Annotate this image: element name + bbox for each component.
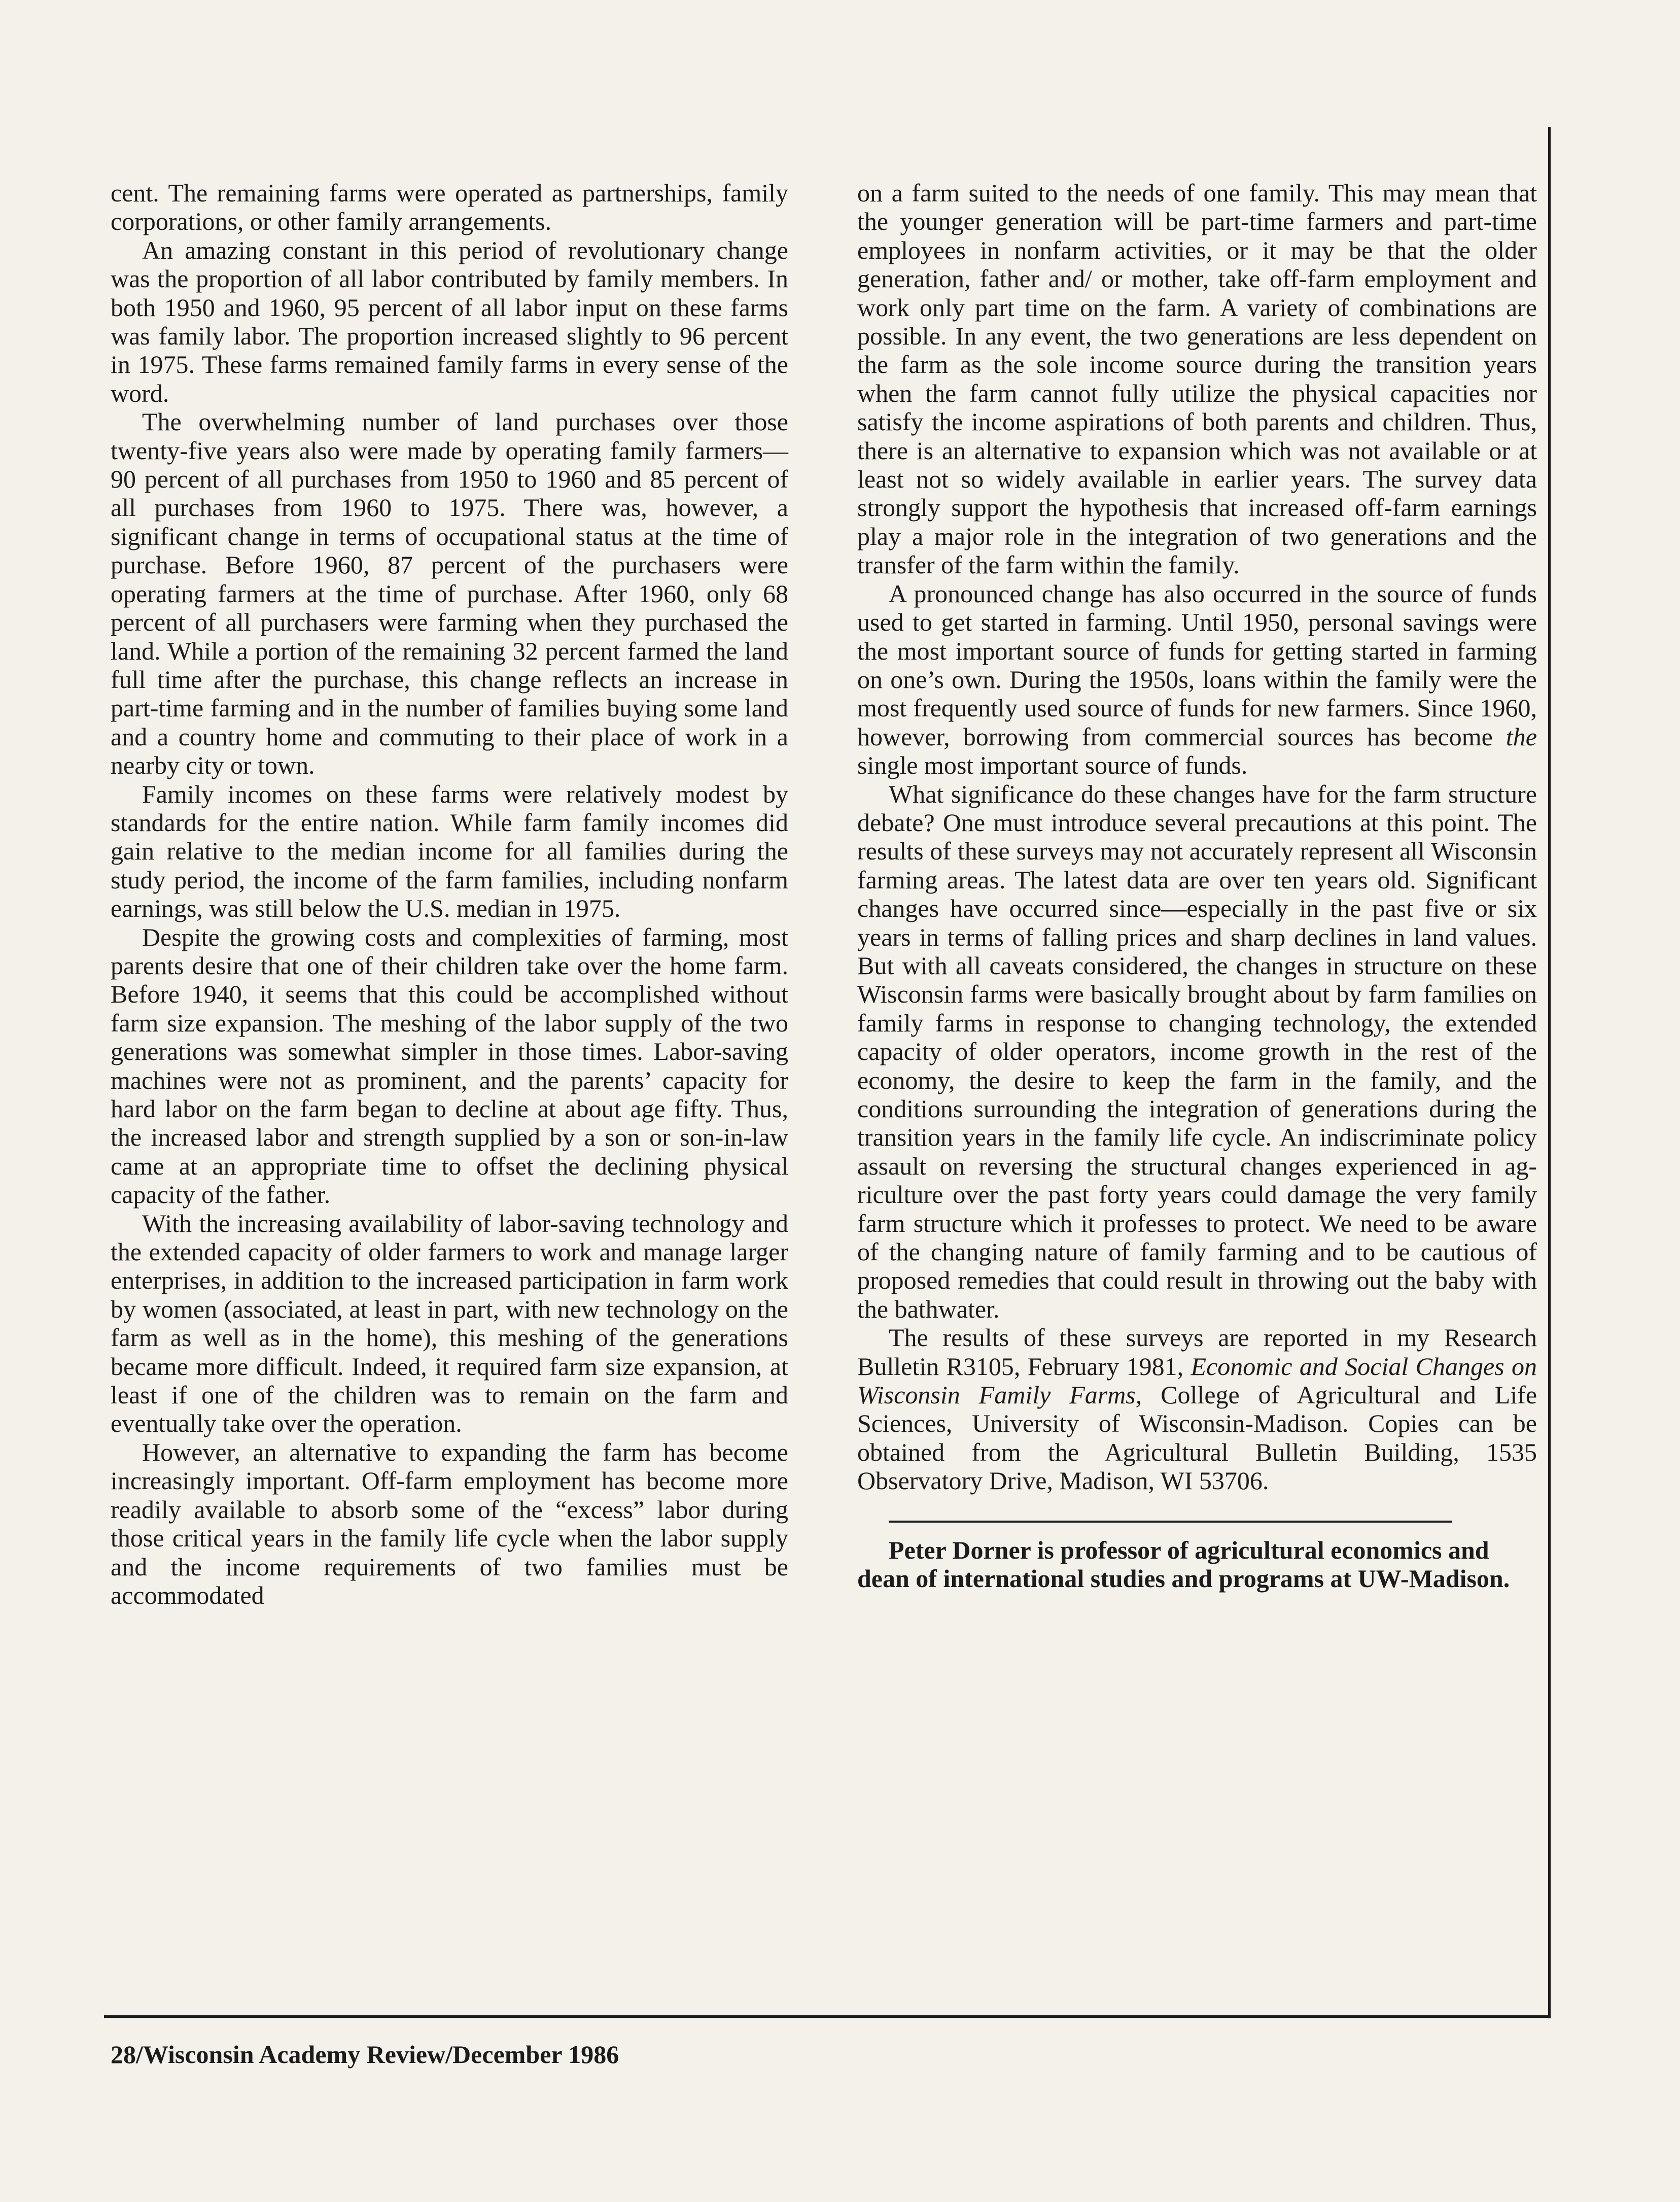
author-rule <box>889 1521 1452 1523</box>
paragraph: An amazing constant in this period of revolutionary change was the proportion of all labor contributed by family members. In both 1950 and 1960, 95 percent of all labor input on these farms was family labor. The proportion increased slightly to 96 percent in 1975. These farms remained family farms in every sense of the word. <box>111 235 788 407</box>
paragraph <box>857 579 1537 780</box>
paragraph: Family incomes on these farms were relatively modest by standards for the entire nation. While farm family incomes did gain relative to the median income for all families during the study period, the income of the farm families, including nonfarm earnings, was still below the U.S. median in 1975. <box>111 779 788 923</box>
paragraph: Despite the growing costs and complexities of farming, most parents desire that one of their children take over the home farm. Before 1940, it seems that this could be accomplished without farm size expansion. The meshing of the labor supply of the two generations was somewhat simpler in those times. Labor-saving machines were not as prominent, and the parents’ capacity for hard labor on the farm began to decline at about age fifty. Thus, the increased labor and strength supplied by a son or son-in-law came at an appropriate time to offset the declining physical capacity of the father. <box>111 922 788 1209</box>
page-folio: 28/Wisconsin Academy Review/December 1986 <box>111 2040 619 2069</box>
paragraph-text: single most important source of funds. <box>857 751 1248 780</box>
paragraph: With the increasing availability of labor-saving technology and the extended capacity of older farmers to work and manage larger enterprises, in addition to the increased participation in farm work by women (associated, at least in part, with new technology on the farm as well as in the home), this meshing of the generations became more difficult. Indeed, it required farm size expansion, at least if one of the children was to remain on the farm and eventually take over the operation. <box>111 1209 788 1438</box>
text-column-right <box>857 179 1537 1593</box>
paragraph: However, an alternative to expanding the farm has become increasingly important. Off-farm employment has become more readily available to absorb some of the “excess” labor during those critical years in the family life cycle when the labor supply and the income requirements of two families must be accommodated <box>111 1437 788 1609</box>
paragraph: What significance do these changes have for the farm structure debate? One must introduce several precautions at this point. The results of these surveys may not accurately represent all Wisconsin farming areas. The latest data are over ten years old. Significant changes have occurred since—especially in the past five or six years in terms of falling prices and sharp declines in land values. But with all caveats considered, the changes in structure on these Wisconsin farms were basically brought about by farm families on family farms in response to changing technology, the extended capacity of older operators, income growth in the rest of the economy, the desire to keep the farm in the family, and the conditions surrounding the integration of generations during the transition years in the family life cycle. An indiscriminate policy assault on reversing the structural changes experienced in agriculture over the past forty years could damage the very family farm structure which it professes to protect. We need to be aware of the changing nature of family farming and to be cautious of proposed remedies that could result in throwing out the baby with the bathwater. <box>857 779 1537 1323</box>
paragraph-text: The results of these surveys are reported in my Research Bulletin R3105, February 1981, <box>857 1323 1537 1381</box>
paragraph-text: A pronounced change has also occurred in the source of funds used to get started in farming. Until 1950, personal savings were the most important source of funds for getting started in farming on one’s own. During the 1950s, loans within the family were the most frequently used source of funds for new farmers. Since 1960, however, borrowing from commercial sources has become <box>857 579 1537 751</box>
publication-title: Economic and Social Changes on Wisconsin Family Farms, <box>857 1352 1537 1409</box>
emphasis: the <box>1506 722 1537 751</box>
paragraph: The overwhelming number of land purchases over those twenty-five years also were made by operating family farmers—90 percent of all purchases from 1950 to 1960 and 85 percent of all purchases from 1960 to 1975. There was, however, a significant change in terms of occupational status at the time of purchase. Before 1960, 87 percent of the purchasers were operating farmers at the time of purchase. After 1960, only 68 percent of all purchasers were farming when they purchased the land. While a portion of the remaining 32 percent farmed the land full time after the purchase, this change reflects an increase in part-time farming and in the number of families buying some land and a country home and commuting to their place of work in a nearby city or town. <box>111 407 788 780</box>
author-bio: Peter Dorner is professor of agricultural economics and dean of international studies and programs at UW-Madison. <box>857 1535 1510 1593</box>
paragraph-text: College of Agricultural and Life Sciences, University of Wisconsin-Madison. Copies can be obtained from the Agricultural Bulletin Building, 1535 Observatory Drive, Madison, WI 53706. <box>857 1381 1537 1495</box>
paragraph <box>857 1323 1537 1495</box>
column-rule-bottom <box>104 2015 1551 2018</box>
paragraph: cent. The remaining farms were operated as partnerships, family corporations, or other family arrangements. <box>111 179 788 236</box>
paragraph: on a farm suited to the needs of one family. This may mean that the younger generation will be part-time farmers and part-time employees in nonfarm activities, or it may be that the older generation, father and/ or mother, take off-farm employment and work only part time on the farm. A variety of combinations are possible. In any event, the two generations are less dependent on the farm as the sole income source during the transition years when the farm cannot fully utilize the physical capacities nor satisfy the income aspirations of both parents and children. Thus, there is an alternative to expansion which was not available or at least not so widely available in earlier years. The survey data strongly support the hypothesis that increased off-farm earnings play a major role in the integration of two generations and the transfer of the farm within the family. <box>857 179 1537 579</box>
column-rule-right <box>1548 127 1551 2018</box>
text-column-left <box>111 179 788 1609</box>
